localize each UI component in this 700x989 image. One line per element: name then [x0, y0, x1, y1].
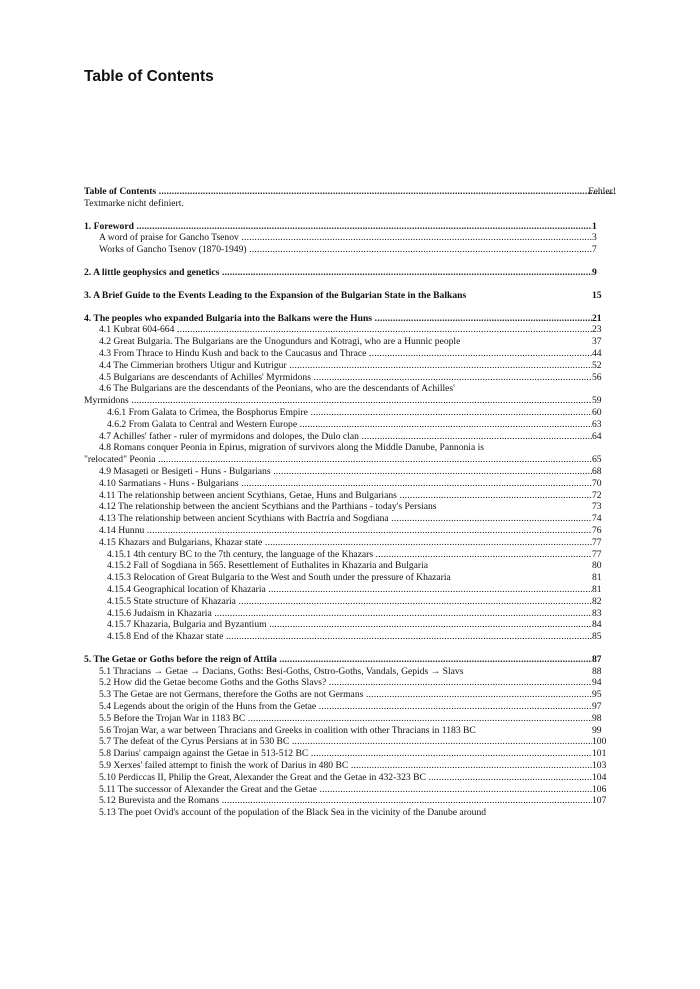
toc-entry[interactable] — [84, 608, 616, 620]
toc-entry[interactable] — [84, 748, 616, 760]
toc-entry-page-number: 101 — [592, 748, 607, 760]
toc-entry-page-number: 99 — [592, 724, 602, 736]
toc-entry-text: 5.12 Burevista and the Romans ..... — [84, 795, 592, 807]
toc-entry-page-number: 3 — [592, 232, 597, 244]
toc-entry-text: 4.8 Romans conquer Peonia in Epirus, migration of survivors along the Middle Danube, Pannonia is — [99, 442, 485, 454]
toc-entry-page-number: 1 — [592, 220, 597, 232]
toc-entry[interactable] — [84, 431, 616, 443]
toc-entry-page-number: 106 — [592, 783, 607, 795]
toc-entry-text: 4.4 The Cimmerian brothers Utigur and Kutrigur ..... — [84, 360, 592, 372]
toc-entry-text: 4.5 Bulgarians are descendants of Achilles' Myrmidons ..... — [84, 372, 592, 384]
toc-entry-page-number: 107 — [592, 795, 607, 807]
toc-entry-text: 4.6 The Bulgarians are the descendants of the Peonians, who are the descendants of Achilles' — [99, 383, 455, 395]
toc-entry-page-number: 83 — [592, 607, 602, 619]
toc-entry[interactable] — [84, 372, 616, 384]
toc-entry[interactable] — [84, 584, 616, 596]
toc-entry-page-number: 82 — [592, 595, 602, 607]
toc-section-gap — [84, 256, 616, 267]
toc-entry[interactable] — [84, 313, 616, 325]
toc-entry[interactable] — [84, 572, 616, 584]
toc-entry-page-number: 87 — [592, 653, 602, 665]
toc-entry-text: 5.8 Darius' campaign against the Getae in 513-512 BC ..... — [84, 748, 592, 760]
toc-entry[interactable] — [84, 267, 616, 279]
table-of-contents — [84, 186, 616, 819]
toc-entry-page-number: 65 — [592, 454, 602, 466]
toc-entry-page-number: 37 — [592, 336, 602, 348]
toc-entry-list — [84, 210, 616, 819]
toc-entry-text-continued: Myrmidons ..... — [84, 395, 592, 407]
toc-entry[interactable] — [84, 619, 616, 631]
toc-entry-page-number: 100 — [592, 736, 607, 748]
toc-entry-text: 5.6 Trojan War, a war between Thracians and Greeks in coalition with other Thracians in 1183 BC — [99, 724, 476, 736]
toc-entry[interactable] — [84, 736, 616, 748]
toc-entry-page-number: 94 — [592, 677, 602, 689]
toc-entry-text: 4.13 The relationship between ancient Scythians with Bactria and Sogdiana ..... — [84, 513, 592, 525]
toc-entry-text: 4.9 Masageti or Besigeti - Huns - Bulgarians ..... — [84, 466, 592, 478]
toc-entry[interactable] — [84, 232, 616, 244]
toc-entry-text: 4.15.3 Relocation of Great Bulgaria to the West and South under the pressure of Khazaria — [107, 572, 451, 584]
toc-entry-page-number: 60 — [592, 406, 602, 418]
toc-entry[interactable] — [84, 336, 616, 348]
toc-entry-page-number: 9 — [592, 266, 597, 278]
toc-entry-page-number: 68 — [592, 465, 602, 477]
toc-entry-page-number: 84 — [592, 619, 602, 631]
toc-entry-page-number: 63 — [592, 418, 602, 430]
toc-entry-text: 5.9 Xerxes' failed attempt to finish the work of Darius in 480 BC ..... — [84, 760, 592, 772]
toc-entry-page-number: 85 — [592, 631, 602, 643]
toc-entry[interactable] — [84, 383, 616, 407]
toc-entry-text: 5.11 The successor of Alexander the Great and the Getae ..... — [84, 784, 592, 796]
toc-entry-page-number: 70 — [592, 477, 602, 489]
toc-entry-text: 5. The Getae or Goths before the reign of Attila ..... — [84, 654, 592, 666]
toc-entry-page-number: 77 — [592, 548, 602, 560]
toc-entry[interactable] — [84, 701, 616, 713]
toc-entry[interactable] — [84, 360, 616, 372]
toc-entry-page-number: 97 — [592, 701, 602, 713]
toc-entry-page-number: 64 — [592, 430, 602, 442]
toc-entry[interactable] — [84, 419, 616, 431]
toc-entry-text: Table of Contents ..... — [84, 186, 616, 198]
toc-entry-text: 5.13 The poet Ovid's account of the population of the Black Sea in the vicinity of the Danube around — [99, 807, 487, 819]
toc-entry[interactable] — [84, 244, 616, 256]
toc-entry[interactable] — [84, 501, 616, 513]
toc-entry-text: 4.3 From Thrace to Hindu Kush and back to the Caucasus and Thrace ..... — [84, 348, 592, 360]
toc-entry-text: 3. A Brief Guide to the Events Leading to the Expansion of the Bulgarian State in the Balkans — [84, 289, 467, 301]
toc-entry-text: 4.7 Achilles' father - ruler of myrmidons and dolopes, the Dulo clan ..... — [84, 431, 592, 443]
toc-entry-text: 1. Foreword ..... — [84, 221, 592, 233]
toc-section-gap — [84, 302, 616, 313]
toc-entry-text: 5.1 Thracians → Getae → Dacians, Goths: Besi-Goths, Ostro-Goths, Vandals, Gepids → Slavs — [99, 665, 464, 677]
toc-entry-text: 5.4 Legends about the origin of the Huns from the Getae ..... — [84, 701, 592, 713]
toc-entry-page-number: 81 — [592, 572, 602, 584]
toc-entry[interactable] — [84, 654, 616, 666]
toc-entry-page-number: 74 — [592, 513, 602, 525]
toc-entry-page-number: 98 — [592, 712, 602, 724]
toc-entry-page-number: 15 — [592, 289, 602, 301]
toc-entry[interactable] — [84, 677, 616, 689]
toc-entry-text: 4.15.2 Fall of Sogdiana in 565. Resettlement of Euthalites in Khazaria and Bulgaria — [107, 560, 429, 572]
toc-entry-text: 5.10 Perdiccas II, Philip the Great, Alexander the Great and the Getae in 432-323 BC ..... — [84, 772, 592, 784]
toc-entry[interactable] — [84, 466, 616, 478]
toc-entry[interactable] — [84, 795, 616, 807]
toc-entry-text: 5.2 How did the Getae become Goths and the Goths Slavs? ..... — [84, 677, 592, 689]
toc-entry[interactable] — [84, 760, 616, 772]
toc-entry-page-number: 76 — [592, 524, 602, 536]
toc-entry-page-number: 80 — [592, 560, 602, 572]
toc-entry[interactable] — [84, 442, 616, 466]
toc-entry-text: 4.6.2 From Galata to Central and Western Europe ..... — [84, 419, 592, 431]
toc-entry[interactable] — [84, 407, 616, 419]
toc-entry[interactable] — [84, 324, 616, 336]
toc-entry-text: A word of praise for Gancho Tsenov ..... — [84, 232, 592, 244]
toc-entry-text: 5.7 The defeat of the Cyrus Persians at in 530 BC ..... — [84, 736, 592, 748]
toc-entry-page-number: 88 — [592, 665, 602, 677]
toc-entry-text: 4.15.4 Geographical location of Khazaria ..... — [84, 584, 592, 596]
toc-entry-text: 4. The peoples who expanded Bulgaria into the Balkans were the Huns ..... — [84, 313, 592, 325]
toc-entry-text: 5.5 Before the Trojan War in 1183 BC ..... — [84, 713, 592, 725]
toc-entry[interactable] — [84, 666, 616, 678]
toc-entry[interactable] — [84, 513, 616, 525]
toc-entry[interactable] — [84, 478, 616, 490]
toc-entry-page-number: 44 — [592, 347, 602, 359]
page-title: Table of Contents — [84, 68, 214, 85]
toc-entry[interactable] — [84, 784, 616, 796]
toc-entry-text: 2. A little geophysics and genetics ..... — [84, 267, 592, 279]
toc-entry-page-number: 56 — [592, 371, 602, 383]
toc-entry[interactable] — [84, 525, 616, 537]
toc-entry-text: 4.15.7 Khazaria, Bulgaria and Byzantium ..... — [84, 619, 592, 631]
toc-entry[interactable] — [84, 713, 616, 725]
toc-entry[interactable] — [84, 537, 616, 549]
toc-entry[interactable] — [84, 290, 616, 302]
toc-entry[interactable] — [84, 631, 616, 643]
toc-entry-text: 4.15.5 State structure of Khazaria ..... — [84, 596, 592, 608]
toc-entry[interactable] — [84, 549, 616, 561]
toc-entry-text: Works of Gancho Tsenov (1870-1949) ..... — [84, 244, 592, 256]
toc-entry-text: 4.11 The relationship between ancient Scythians, Getae, Huns and Bulgarians ..... — [84, 490, 592, 502]
toc-entry[interactable] — [84, 490, 616, 502]
toc-entry-text: 4.10 Sarmatians - Huns - Bulgarians ..... — [84, 478, 592, 490]
toc-entry-continuation: Textmarke nicht definiert. — [84, 197, 184, 209]
toc-entry-page-number: 103 — [592, 760, 607, 772]
toc-entry-page-number: 73 — [592, 501, 602, 513]
toc-entry-page-number: 95 — [592, 689, 602, 701]
toc-entry[interactable] — [84, 772, 616, 784]
toc-entry[interactable] — [84, 689, 616, 701]
toc-entry[interactable] — [84, 725, 616, 737]
toc-entry-text: 4.15.6 Judaism in Khazaria ..... — [84, 608, 592, 620]
toc-entry-page-number: 77 — [592, 536, 602, 548]
toc-entry[interactable] — [84, 807, 616, 819]
toc-entry-page-number: 52 — [592, 359, 602, 371]
toc-entry-text: 4.14 Hunnu ..... — [84, 525, 592, 537]
toc-entry-page-number: 7 — [592, 244, 597, 256]
toc-entry[interactable] — [84, 221, 616, 233]
toc-section-gap — [84, 643, 616, 654]
toc-entry-text: 4.15.8 End of the Khazar state ..... — [84, 631, 592, 643]
toc-entry-text: 4.15.1 4th century BC to the 7th century, the language of the Khazars ..... — [84, 549, 592, 561]
toc-entry-text: 4.2 Great Bulgaria. The Bulgarians are the Unogundurs and Kotragi, who are a Hunnic people — [99, 336, 461, 348]
toc-entry-page-number: 23 — [592, 324, 602, 336]
toc-section-gap — [84, 279, 616, 290]
toc-entry[interactable] — [84, 348, 616, 360]
toc-entry-page-number: 72 — [592, 489, 602, 501]
toc-entry-text: 4.12 The relationship between the ancient Scythians and the Parthians - today's Persians — [99, 501, 437, 513]
toc-entry-page-number: 59 — [592, 395, 602, 407]
toc-entry-page-error: Fehler! — [588, 186, 616, 197]
toc-entry[interactable] — [84, 596, 616, 608]
toc-entry-page-number: 81 — [592, 583, 602, 595]
toc-entry-table-of-contents[interactable] — [84, 186, 616, 210]
toc-entry[interactable] — [84, 560, 616, 572]
toc-entry-text: 4.1 Kubrat 604-664 ..... — [84, 324, 592, 336]
toc-entry-page-number: 21 — [592, 312, 602, 324]
toc-entry-text: 4.15 Khazars and Bulgarians, Khazar state ..... — [84, 537, 592, 549]
toc-entry-text-continued: "relocated" Peonia ..... — [84, 454, 592, 466]
toc-entry-text: 5.3 The Getae are not Germans, therefore the Goths are not Germans ..... — [84, 689, 592, 701]
toc-entry-text: 4.6.1 From Galata to Crimea, the Bosphorus Empire ..... — [84, 407, 592, 419]
toc-entry-page-number: 104 — [592, 771, 607, 783]
toc-section-gap — [84, 210, 616, 221]
